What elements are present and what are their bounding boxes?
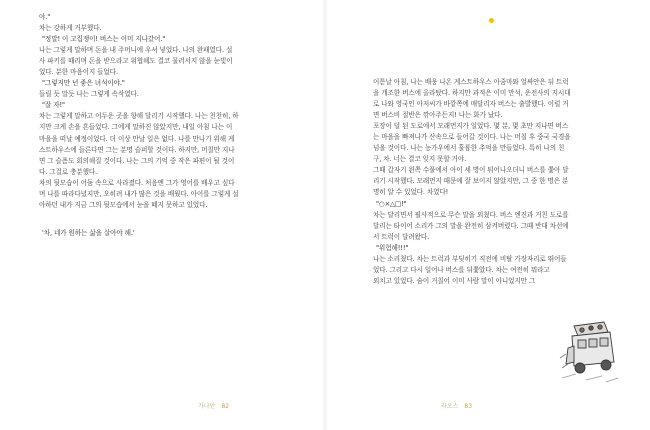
left-page-label: 가나안 xyxy=(198,403,216,410)
text-line: 을 개조한 버스에 올라탔다. 하지만 과적은 이미 만석, 운전사의 지시대 xyxy=(373,89,571,98)
text-line: 명히 알 수 있었다. 차였다! xyxy=(373,188,449,197)
text-line: 구, 차. 너는 결코 잊지 못할 거야. xyxy=(373,155,467,164)
text-line: 서 트럭이 달려왔다. xyxy=(373,232,430,241)
text-line: 나는 소리쳤다. 차는 트럭과 부딪히기 직전에 비탈 가장자리로 뛰어들 xyxy=(373,254,567,263)
dialogue-line: "그렇지만 넌 좋은 녀석이야." xyxy=(42,79,125,88)
text-line: 사 파키를 때리며 돈을 받으라고 위협해도 결코 물러서지 않을 눈빛이 xyxy=(39,57,233,66)
text-line: 외치고 있었다. 숨이 거칠어 이미 사람 말이 아니었지만 그 xyxy=(373,276,536,285)
right-page-footer xyxy=(441,401,472,410)
text-line: 넘을 것이다. 나는 농가우에서 훌륭한 추억을 만들었다. 특히 나의 친 xyxy=(373,144,565,153)
right-page-label: 라오스 xyxy=(441,403,459,410)
sun-dot-icon xyxy=(489,18,494,23)
text-line: 스트하우스에 들른다면 그는 분명 슬퍼할 것이다. 하지만, 머칠만 지나 xyxy=(39,145,235,154)
text-line: 그때 갑자기 왼쪽 수풀에서 아이 세 명이 튀어나오더니 버스를 쫓아 달 xyxy=(373,166,569,175)
text-line: 다. 그걸로 충분했다. xyxy=(39,167,98,176)
text-line: 달리는 타이어 소리가 그의 말을 완전히 삼켜버렸다. 그때 반대 차선에 xyxy=(373,221,569,230)
text-line: 차는 달리면서 필사적으로 무슨 말을 외쳤다. 버스 엔진과 거친 도로를 xyxy=(373,210,569,219)
right-page-text xyxy=(373,77,613,287)
text-line: 면 버스비 절반은 깎아주든지! 나는 화가 났다. xyxy=(373,111,503,120)
dialogue-line: "잘 자!" xyxy=(42,101,65,110)
text-line: 었다. 그리고 다시 일어나 버스를 뒤쫓았다. 차는 여전히 뭐라고 xyxy=(373,265,550,274)
text-line: 차는 그렇게 말하고 어두운 곳을 향해 달리기 시작했다. 나는 천천히, 하 xyxy=(39,112,239,121)
truck-bus-illustration-icon xyxy=(558,318,620,388)
text-line: 리기 시작했다. 모래먼지 때문에 잘 보이지 않았지만, 그 중 한 명은 분 xyxy=(373,177,569,186)
left-page-footer xyxy=(198,401,229,410)
text-line: 이튿날 아침, 나는 배웅 나온 게스트하우스 아줌마와 얼싸안은 뒤 트럭 xyxy=(373,78,569,86)
text-line: 들릴 듯 말듯 나는 그렇게 속삭였다. xyxy=(39,90,139,99)
text-line: 는 마을을 빠져나가 산속으로 들어갈 것이다. 나는 머칠 후 중국 국경을 xyxy=(373,133,571,142)
right-page-number: 83 xyxy=(464,403,473,410)
dialogue-line: "○×△□!" xyxy=(376,199,407,208)
dialogue-line: "위험해!!!" xyxy=(376,243,409,252)
left-page-text xyxy=(39,12,309,239)
text-line: 차의 뒷모습이 어둠 속으로 사라졌다. 처음엔 그가 영어를 배우고 싶다 xyxy=(39,178,235,187)
text-line: 나는 그렇게 말하며 돈을 내 주머니에 우셔 넣었다. 나의 완패였다. 설 xyxy=(39,46,233,55)
text-line: 차는 강하게 거부했다. xyxy=(39,24,102,33)
left-page-number: 82 xyxy=(221,403,230,410)
text-line: 아하던 내가 지금 그의 뒷모습에서 눈을 떼지 못하고 있었다. xyxy=(39,200,208,209)
text-line: 로 나와 영국인 아저씨가 바깥쪽에 매달리자 버스는 출발했다. 이럴 거 xyxy=(373,100,569,109)
dialogue-line: '차, 네가 원하는 삶을 살아야 해.' xyxy=(42,228,135,237)
text-line: 마을을 떠날 예정이었다. 더 이상 만날 일은 없다. 나를 만나기 위해 게 xyxy=(39,134,235,143)
text-line: 었다. 분한 마음이지 들었다. xyxy=(39,68,118,77)
dialogue-line: "정말! 이 고집쟁이! 버스는 이미 지나갔어." xyxy=(42,35,166,44)
text-line: 며 나를 따라다녔지만, 오히려 내가 많은 것을 배웠다. 아이를 그렇게 설 xyxy=(39,189,239,198)
text-line: 포장이 덜 된 도로에서 모래먼지가 일었다. 몇 분, 몇 초만 지나면 버스 xyxy=(373,122,569,131)
text-line: 면 그 슬픔도 회의해질 것이다. 나는 그의 기억 중 작은 파편이 될 것이 xyxy=(39,156,235,165)
paragraph-gap xyxy=(39,211,309,228)
text-line: 지만 크게 손을 흔들었다. 그에게 말하진 않았지만, 내일 아침 나는 이 xyxy=(39,123,233,132)
text-line: 야." xyxy=(39,13,51,21)
